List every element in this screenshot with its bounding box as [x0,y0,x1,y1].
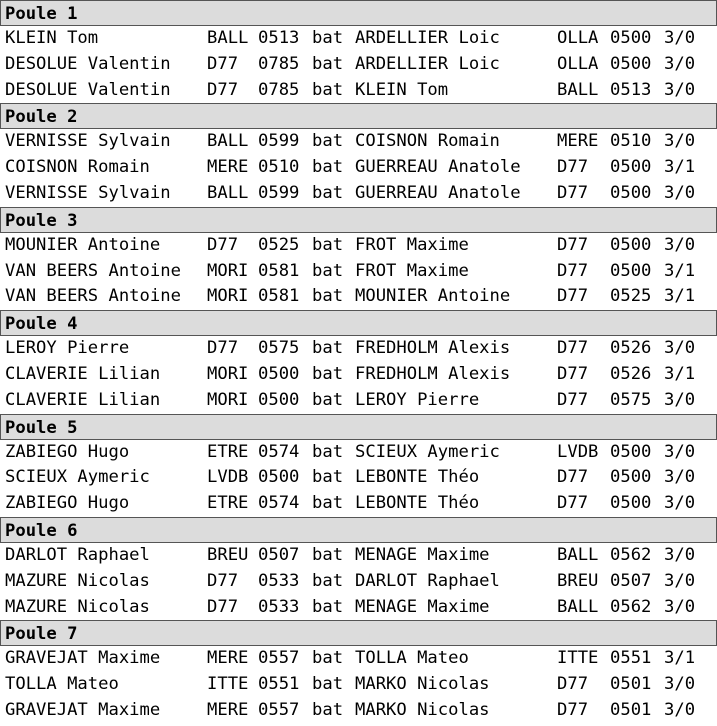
match-score: 3/0 [664,182,696,203]
result-verb: bat [312,182,344,203]
match-score: 3/0 [664,674,696,695]
winner-club: D77 [207,234,239,255]
match-row [0,26,717,52]
loser-points: 0500 [610,182,652,203]
poule-group [0,517,717,620]
loser-club: D77 [557,286,589,307]
loser-club: BALL [557,596,599,617]
winner-name: MAZURE Nicolas [5,570,150,591]
result-verb: bat [312,363,344,384]
loser-points: 0562 [610,596,652,617]
result-verb: bat [312,338,344,359]
result-verb: bat [312,674,344,695]
winner-points: 0525 [258,234,300,255]
loser-name: DARLOT Raphael [355,570,500,591]
match-score: 3/0 [664,596,696,617]
winner-name: ZABIEGO Hugo [5,493,130,514]
loser-club: D77 [557,157,589,178]
loser-club: OLLA [557,53,599,74]
match-score: 3/1 [664,260,696,281]
match-score: 3/1 [664,286,696,307]
loser-points: 0501 [610,699,652,720]
loser-points: 0501 [610,674,652,695]
winner-club: MERE [207,699,249,720]
loser-points: 0510 [610,131,652,152]
poule-group [0,414,717,517]
loser-name: LEROY Pierre [355,389,480,410]
winner-name: LEROY Pierre [5,338,130,359]
match-score: 3/0 [664,28,696,48]
loser-points: 0500 [610,467,652,488]
match-row [0,155,717,181]
winner-points: 0507 [258,544,300,565]
result-verb: bat [312,260,344,281]
loser-name: MENAGE Maxime [355,544,490,565]
winner-club: MORI [207,389,249,410]
poule-header: Poule 5 [0,414,717,440]
winner-name: DARLOT Raphael [5,544,150,565]
match-score: 3/0 [664,699,696,720]
result-verb: bat [312,596,344,617]
loser-name: LEBONTE Théo [355,493,480,514]
loser-points: 0513 [610,79,652,100]
poule-header: Poule 1 [0,0,717,26]
match-score: 3/0 [664,389,696,410]
match-score: 3/0 [664,441,696,462]
winner-name: GRAVEJAT Maxime [5,699,161,720]
winner-club: MERE [207,157,249,178]
winner-club: LVDB [207,467,249,488]
winner-points: 0599 [258,131,300,152]
match-row [0,129,717,155]
match-score: 3/0 [664,570,696,591]
winner-club: MORI [207,363,249,384]
poule-group [0,310,717,413]
winner-name: DESOLUE Valentin [5,79,171,100]
loser-club: D77 [557,182,589,203]
winner-points: 0599 [258,182,300,203]
winner-name: VAN BEERS Antoine [5,286,181,307]
loser-name: FREDHOLM Alexis [355,363,511,384]
winner-points: 0500 [258,389,300,410]
loser-club: D77 [557,338,589,359]
match-row [0,440,717,466]
loser-club: D77 [557,363,589,384]
winner-points: 0500 [258,363,300,384]
winner-points: 0557 [258,648,300,669]
loser-club: BALL [557,544,599,565]
winner-points: 0581 [258,286,300,307]
winner-club: MORI [207,260,249,281]
match-score: 3/1 [664,363,696,384]
loser-points: 0507 [610,570,652,591]
loser-club: ITTE [557,648,599,669]
poule-group [0,620,717,723]
poule-header: Poule 3 [0,207,717,233]
winner-points: 0581 [258,260,300,281]
loser-points: 0562 [610,544,652,565]
winner-points: 0557 [258,699,300,720]
result-verb: bat [312,28,344,48]
match-row [0,646,717,672]
winner-name: COISNON Romain [5,157,150,178]
winner-name: VAN BEERS Antoine [5,260,181,281]
loser-club: D77 [557,674,589,695]
loser-name: FROT Maxime [355,234,469,255]
match-score: 3/1 [664,648,696,669]
winner-club: ETRE [207,441,249,462]
match-row [0,78,717,104]
winner-club: D77 [207,596,239,617]
winner-points: 0785 [258,53,300,74]
loser-points: 0500 [610,234,652,255]
loser-club: D77 [557,234,589,255]
winner-points: 0575 [258,338,300,359]
winner-name: SCIEUX Aymeric [5,467,150,488]
winner-club: BREU [207,544,249,565]
result-verb: bat [312,467,344,488]
loser-points: 0500 [610,53,652,74]
loser-club: OLLA [557,28,599,48]
match-row [0,569,717,595]
loser-name: MARKO Nicolas [355,674,490,695]
loser-name: FREDHOLM Alexis [355,338,511,359]
winner-points: 0785 [258,79,300,100]
winner-name: VERNISSE Sylvain [5,182,171,203]
result-verb: bat [312,570,344,591]
result-verb: bat [312,544,344,565]
result-verb: bat [312,234,344,255]
loser-points: 0575 [610,389,652,410]
winner-name: MAZURE Nicolas [5,596,150,617]
result-verb: bat [312,79,344,100]
winner-club: BALL [207,131,249,152]
loser-points: 0525 [610,286,652,307]
match-score: 3/0 [664,79,696,100]
winner-points: 0574 [258,441,300,462]
loser-name: COISNON Romain [355,131,500,152]
loser-club: LVDB [557,441,599,462]
loser-name: FROT Maxime [355,260,469,281]
match-row [0,181,717,207]
winner-name: KLEIN Tom [5,28,99,48]
result-verb: bat [312,53,344,74]
poule-group [0,207,717,310]
match-row [0,362,717,388]
winner-points: 0533 [258,570,300,591]
loser-club: MERE [557,131,599,152]
loser-name: SCIEUX Aymeric [355,441,500,462]
winner-name: DESOLUE Valentin [5,53,171,74]
match-row [0,52,717,78]
match-score: 3/0 [664,544,696,565]
match-row [0,543,717,569]
match-score: 3/1 [664,157,696,178]
loser-name: GUERREAU Anatole [355,182,521,203]
loser-club: D77 [557,493,589,514]
loser-name: MENAGE Maxime [355,596,490,617]
loser-club: BALL [557,79,599,100]
loser-club: D77 [557,260,589,281]
loser-points: 0500 [610,157,652,178]
poule-group [0,103,717,206]
loser-club: D77 [557,699,589,720]
winner-club: BALL [207,28,249,48]
winner-points: 0551 [258,674,300,695]
result-verb: bat [312,389,344,410]
loser-name: ARDELLIER Loic [355,28,500,48]
poule-header: Poule 2 [0,103,717,129]
winner-club: ETRE [207,493,249,514]
match-score: 3/0 [664,131,696,152]
match-score: 3/0 [664,493,696,514]
result-verb: bat [312,131,344,152]
result-verb: bat [312,648,344,669]
poule-group [0,0,717,103]
winner-club: D77 [207,79,239,100]
winner-name: CLAVERIE Lilian [5,389,161,410]
winner-name: ZABIEGO Hugo [5,441,130,462]
winner-name: MOUNIER Antoine [5,234,161,255]
winner-club: MORI [207,286,249,307]
winner-club: ITTE [207,674,249,695]
result-verb: bat [312,699,344,720]
match-row [0,595,717,621]
winner-name: VERNISSE Sylvain [5,131,171,152]
winner-club: BALL [207,182,249,203]
result-verb: bat [312,286,344,307]
loser-name: MOUNIER Antoine [355,286,511,307]
winner-club: MERE [207,648,249,669]
loser-club: D77 [557,467,589,488]
loser-name: KLEIN Tom [355,79,449,100]
loser-points: 0500 [610,493,652,514]
loser-points: 0500 [610,260,652,281]
match-row [0,491,717,517]
winner-points: 0510 [258,157,300,178]
winner-club: D77 [207,570,239,591]
winner-points: 0500 [258,467,300,488]
winner-points: 0533 [258,596,300,617]
match-row [0,672,717,698]
match-score: 3/0 [664,338,696,359]
loser-points: 0526 [610,338,652,359]
poule-header: Poule 7 [0,620,717,646]
loser-name: GUERREAU Anatole [355,157,521,178]
loser-name: TOLLA Mateo [355,648,469,669]
match-row [0,698,717,724]
poule-header: Poule 4 [0,310,717,336]
match-row [0,465,717,491]
winner-name: GRAVEJAT Maxime [5,648,161,669]
match-score: 3/0 [664,234,696,255]
result-verb: bat [312,493,344,514]
loser-points: 0526 [610,363,652,384]
result-verb: bat [312,157,344,178]
loser-points: 0551 [610,648,652,669]
result-verb: bat [312,441,344,462]
loser-name: ARDELLIER Loic [355,53,500,74]
loser-points: 0500 [610,441,652,462]
match-score: 3/0 [664,53,696,74]
match-row [0,284,717,310]
match-row [0,233,717,259]
match-row [0,388,717,414]
winner-points: 0574 [258,493,300,514]
match-row [0,336,717,362]
loser-club: BREU [557,570,599,591]
loser-club: D77 [557,389,589,410]
loser-points: 0500 [610,28,652,48]
winner-club: D77 [207,338,239,359]
match-score: 3/0 [664,467,696,488]
winner-points: 0513 [258,28,300,48]
loser-name: LEBONTE Théo [355,467,480,488]
winner-club: D77 [207,53,239,74]
poule-header: Poule 6 [0,517,717,543]
winner-name: CLAVERIE Lilian [5,363,161,384]
match-row [0,259,717,285]
loser-name: MARKO Nicolas [355,699,490,720]
winner-name: TOLLA Mateo [5,674,119,695]
